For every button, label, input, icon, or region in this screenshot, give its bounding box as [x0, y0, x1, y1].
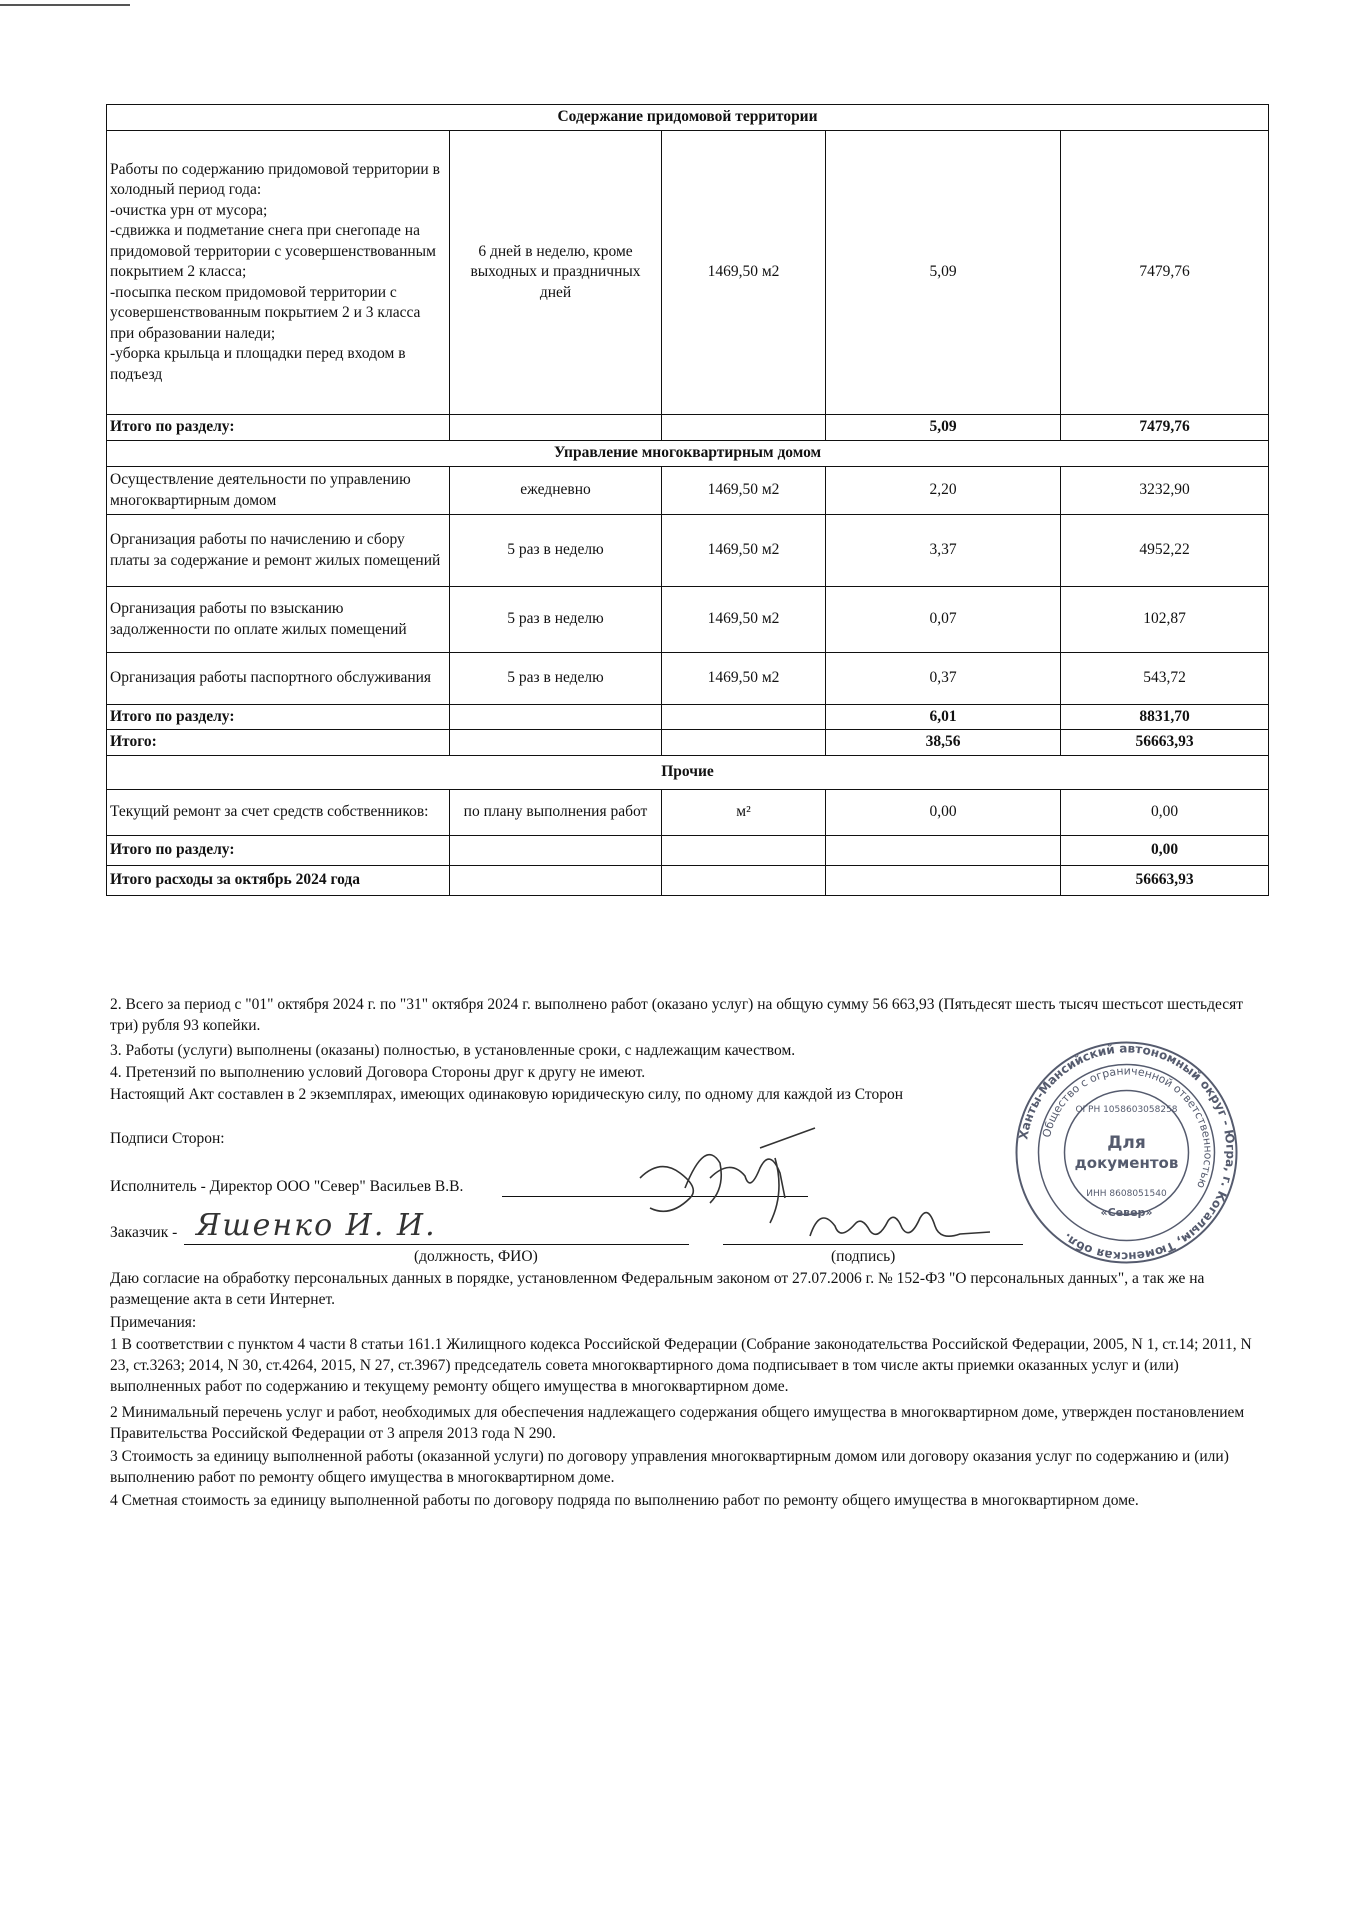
seal-inn: ИНН 8608051540 [1086, 1189, 1167, 1199]
section-title: Управление многоквартирным домом [107, 441, 1269, 467]
total-label: Итого по разделу: [107, 705, 450, 730]
grand-total-row [107, 730, 1269, 755]
frequency-cell: ежедневно [450, 467, 662, 515]
cost-cell: 543,72 [1061, 653, 1269, 705]
seal-center-line1: Для [1107, 1133, 1146, 1153]
consent-text: Даю согласие на обработку персональных данных в порядке, установленном Федеральным законом от 27.07.2006 г. № 152-ФЗ "О персональных данных", а так же на размещение акта в сети Интернет. [110, 1270, 1205, 1309]
statement-copies: Настоящий Акт составлен в 2 экземплярах, имеющих одинаковую юридическую силу, по одному для каждой из Сторон [110, 1086, 904, 1103]
customer-label: Заказчик - [110, 1224, 178, 1241]
section-header [107, 105, 1269, 131]
cost-cell: 4952,22 [1061, 515, 1269, 587]
act-table [106, 104, 1269, 896]
cost-cell: 102,87 [1061, 587, 1269, 653]
seal-outer-text: Ханты-Мансийский автономный округ - Югра, г. Когалым, Тюменская обл. [1016, 1041, 1238, 1264]
notes-heading: Примечания: [110, 1314, 197, 1331]
table-row [107, 515, 1269, 587]
total-label: Итого по разделу: [107, 835, 450, 865]
statement-no-claims: 4. Претензий по выполнению условий Договора Стороны друг к другу не имеют. [110, 1064, 646, 1081]
seal-inner-text: Общество с ограниченной ответственностью [1040, 1064, 1215, 1191]
caption-position: (должность, ФИО) [414, 1248, 538, 1265]
total-rate: 5,09 [826, 415, 1061, 441]
grand-total-cost: 56663,93 [1061, 730, 1269, 755]
note-item: 3 Стоимость за единицу выполненной работы (оказанной услуги) по договору управления многоквартирным домом или договору оказания услуг по содержанию и (или) выполнению работ по ремонту общего имущества в многоквартирном доме. [110, 1448, 1229, 1487]
seal-center-line2: документов [1074, 1154, 1179, 1172]
work-description: Осуществление деятельности по управлению многоквартирным домом [107, 467, 450, 515]
frequency-cell: по плану выполнения работ [450, 789, 662, 835]
section-total-row [107, 415, 1269, 441]
table-row [107, 653, 1269, 705]
table-row [107, 131, 1269, 415]
work-description: Текущий ремонт за счет средств собственников: [107, 789, 450, 835]
seal-ogrn: ОГРН 1058603058258 [1075, 1105, 1178, 1115]
work-description: Организация работы по взысканию задолженности по оплате жилых помещений [107, 587, 450, 653]
rate-cell: 2,20 [826, 467, 1061, 515]
signatures-heading: Подписи Сторон: [110, 1130, 225, 1147]
total-rate: 6,01 [826, 705, 1061, 730]
total-cost: 0,00 [1061, 835, 1269, 865]
section-header [107, 441, 1269, 467]
executor-line: Исполнитель - Директор ООО "Север" Васильев В.В. [110, 1178, 464, 1195]
area-cell: 1469,50 м2 [662, 653, 826, 705]
customer-handwritten-name: Яшенко И. И. [196, 1208, 437, 1243]
section-title: Прочие [107, 755, 1269, 789]
rate-cell: 0,37 [826, 653, 1061, 705]
note-item: 4 Сметная стоимость за единицу выполненной работы по договору подряда по выполнению работ по ремонту общего имущества в многоквартирном доме. [110, 1492, 1139, 1509]
note-item: 1 В соответствии с пунктом 4 части 8 статьи 161.1 Жилищного кодекса Российской Федерации (Собрание законодательства Российской Федерации, 2005, N 1, ст.14; 2011, N 23, ст.3263; 2014, N 30, ст.4264, 2015, N 27, ст.3967) председатель совета многоквартирного дома подписывает в том числе акты приемки оказанных услуг и (или) выполненных работ по содержанию и текущему ремонту общего имущества в многоквартирном доме. [110, 1336, 1252, 1396]
section-header [107, 755, 1269, 789]
work-description: Организация работы по начислению и сбору платы за содержание и ремонт жилых помещений [107, 515, 450, 587]
expenses-total-label: Итого расходы за октябрь 2024 года [107, 865, 450, 895]
frequency-cell: 5 раз в неделю [450, 653, 662, 705]
area-cell: 1469,50 м2 [662, 587, 826, 653]
total-cost: 7479,76 [1061, 415, 1269, 441]
table-row [107, 789, 1269, 835]
cost-cell: 3232,90 [1061, 467, 1269, 515]
total-label: Итого по разделу: [107, 415, 450, 441]
customer-name-underline [184, 1244, 689, 1245]
area-cell: 1469,50 м2 [662, 131, 826, 415]
frequency-cell: 5 раз в неделю [450, 515, 662, 587]
rate-cell: 5,09 [826, 131, 1061, 415]
section-total-row [107, 705, 1269, 730]
work-description: Организация работы паспортного обслуживания [107, 653, 450, 705]
statement-quality: 3. Работы (услуги) выполнены (оказаны) полностью, в установленные сроки, с надлежащим качеством. [110, 1042, 796, 1059]
table-row [107, 467, 1269, 515]
frequency-cell: 5 раз в неделю [450, 587, 662, 653]
expenses-total-cost: 56663,93 [1061, 865, 1269, 895]
area-cell: 1469,50 м2 [662, 515, 826, 587]
rate-cell: 0,00 [826, 789, 1061, 835]
seal-name: «Север» [1100, 1206, 1153, 1219]
total-cost: 8831,70 [1061, 705, 1269, 730]
top-edge-line [0, 4, 130, 6]
section-title: Содержание придомовой территории [107, 105, 1269, 131]
rate-cell: 3,37 [826, 515, 1061, 587]
work-description: Работы по содержанию придомовой территории в холодный период года: -очистка урн от мусора; -сдвижка и подметание снега при снегопаде на придомовой территории с усовершенствованным покрытием 2 класса; -посыпка песком придомовой территории с усовершенствованным покрытием 2 и 3 класса при образовании наледи; -уборка крыльца и площадки перед входом в подъезд [107, 131, 450, 415]
customer-signature [800, 1196, 1000, 1256]
area-cell: 1469,50 м2 [662, 467, 826, 515]
grand-total-label: Итого: [107, 730, 450, 755]
statement-total-sum: 2. Всего за период с "01" октября 2024 г. по "31" октября 2024 г. выполнено работ (оказано услуг) на общую сумму 56 663,93 (Пятьдесят шесть тысяч шестьсот шестьдесят три) рубля 93 копейки. [110, 996, 1244, 1035]
table-row [107, 587, 1269, 653]
cost-cell: 0,00 [1061, 789, 1269, 835]
note-item: 2 Минимальный перечень услуг и работ, необходимых для обеспечения надлежащего содержания общего имущества в многоквартирном доме, утвержден постановлением Правительства Российской Федерации от 3 апреля 2013 года N 290. [110, 1404, 1245, 1443]
section-total-row [107, 835, 1269, 865]
expenses-total-row [107, 865, 1269, 895]
cost-cell: 7479,76 [1061, 131, 1269, 415]
rate-cell: 0,07 [826, 587, 1061, 653]
frequency-cell: 6 дней в неделю, кроме выходных и праздничных дней [450, 131, 662, 415]
company-seal [1014, 1040, 1239, 1265]
grand-total-rate: 38,56 [826, 730, 1061, 755]
caption-sign: (подпись) [831, 1248, 896, 1265]
unit-cell: м² [662, 789, 826, 835]
